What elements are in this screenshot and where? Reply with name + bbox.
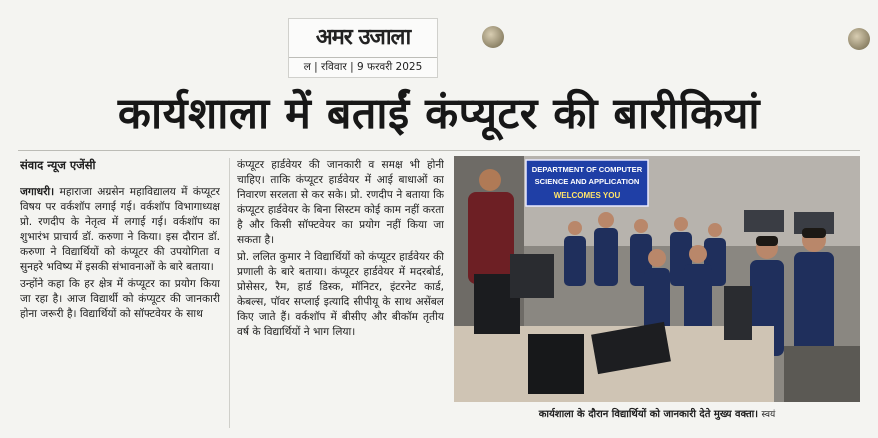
- article-paragraph: प्रो. ललित कुमार ने विद्यार्थियों को कंप्यूटर हार्डवेयर की प्रणाली के बारे बताया। कंप्यूटर हार्डवेयर में मदरबोर्ड, प्रोसेसर, रैम, हार्ड डिस्क, मॉनिटर, इंटरनेट कार्ड, केबल्स, पॉवर सप्लाई इत्यादि सीपीयू के साथ असेंबल किए जाते हैं। वर्कशॉप में बीसीए और बीकॉम तृतीय वर्ष के विद्यार्थियों ने भाग लिया।: [237, 251, 444, 338]
- paragraph-text: महाराजा अग्रसेन महाविद्यालय में कंप्यूटर विषय पर वर्कशॉप लगाई गई। वर्कशॉप विभागाध्यक्ष प्रो. रणदीप के नेतृत्व में लगाई गई। वर्कशॉप का शुभारंभ प्राचार्य डॉ. करुणा ने किया। इस दौरान डॉ. करुणा ने विद्यार्थियों को कंप्यूटर की उपयोगिता व सुनहरे भविष्य में इसकी संभावनाओं के बारे बताया।: [20, 186, 220, 273]
- newspaper-logo: अमर उजाला: [315, 25, 411, 50]
- news-agency: संवाद न्यूज एजेंसी: [20, 158, 96, 172]
- dateline-place: जगाधरी।: [20, 186, 55, 198]
- pin-icon: [848, 28, 870, 50]
- article-paragraph: कंप्यूटर हार्डवेयर की जानकारी व समक्ष भी होनी चाहिए। ताकि कंप्यूटर हार्डवेयर में आई बाधाओं का निवारण सरलता से कर सके। प्रो. रणदीप ने बताया कि कंप्यूटर हार्डवेयर के बिना सिस्टम कोई काम नहीं करता है और किसी सॉफ्टवेयर का प्रयोग नहीं किया जा सकता है।: [237, 159, 444, 246]
- banner-line-2: SCIENCE AND APPLICATION: [534, 177, 640, 186]
- photo-credit: स्वयं: [761, 410, 776, 420]
- banner-line-3: WELCOMES YOU: [553, 191, 621, 200]
- article-paragraph: उन्होंने कहा कि हर क्षेत्र में कंप्यूटर का प्रयोग किया जा रहा है। आज विद्यार्थी को कंप्यूटर की जानकारी होना जरूरी है। विद्यार्थियों को सॉफ्टवेयर के साथ: [20, 278, 220, 320]
- headline: कार्यशाला में बताईं कंप्यूटर की बारीकियां: [117, 89, 761, 139]
- photo-caption: [454, 404, 860, 426]
- dateline: ल | रविवार | 9 फरवरी 2025: [289, 57, 437, 76]
- banner-line-1: DEPARTMENT OF COMPUTER: [531, 165, 643, 174]
- headline-rule: [18, 150, 860, 151]
- masthead: [288, 18, 438, 78]
- caption-text: कार्यशाला के दौरान विद्यार्थियों को जानकारी देते मुख्य वक्ता।: [538, 409, 759, 420]
- article-column-1: [20, 158, 220, 430]
- article-column-2: [237, 158, 444, 430]
- article-paragraph: [20, 185, 220, 275]
- pin-icon: [482, 26, 504, 48]
- column-divider: [229, 158, 230, 428]
- workshop-photo: [454, 156, 860, 402]
